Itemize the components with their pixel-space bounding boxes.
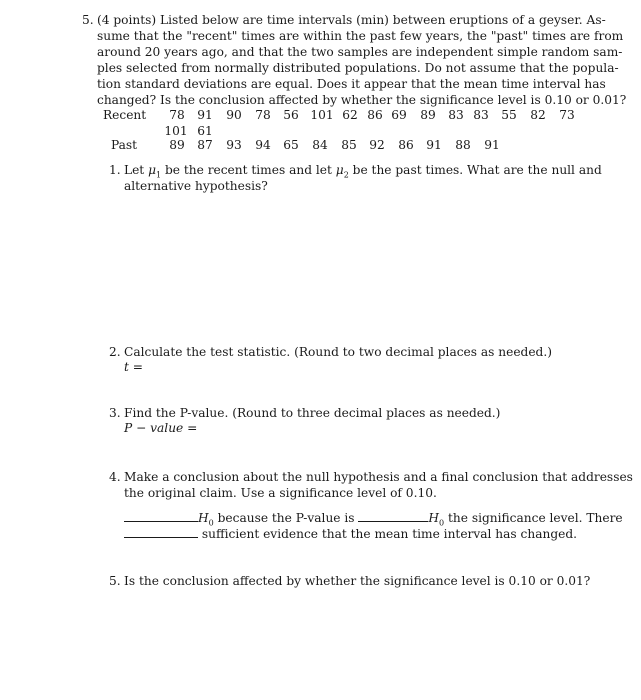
table-cell: 61: [197, 124, 213, 138]
evidence-blank[interactable]: [124, 526, 198, 538]
problem-line-1: (4 points) Listed below are time intervals (min) between eruptions of a geyser. As-: [97, 13, 606, 27]
comparison-blank[interactable]: [358, 510, 428, 522]
table-cell: 94: [255, 138, 271, 152]
table-cell: 91: [426, 138, 442, 152]
table-cell: 78: [169, 108, 185, 122]
question-5-text: Is the conclusion affected by whether the significance level is 0.10 or 0.01?: [124, 574, 591, 588]
past-label: Past: [111, 138, 138, 152]
t-answer-field[interactable]: t =: [124, 360, 143, 374]
table-cell: 62: [342, 108, 358, 122]
table-cell: 101: [310, 108, 334, 122]
question-1-text-line-2: alternative hypothesis?: [124, 179, 268, 193]
table-cell: 92: [369, 138, 385, 152]
question-1-text: Let $\mu_1$ be the recent times and let $\mu_2$ be the past times. What are the null and: [124, 163, 602, 180]
table-cell: 87: [197, 138, 213, 152]
reject-decision-blank[interactable]: [124, 510, 198, 522]
table-cell: 89: [169, 138, 185, 152]
table-cell: 83: [473, 108, 489, 122]
question-number: 5.: [109, 574, 121, 588]
question-number: 1.: [109, 163, 121, 177]
question-number: 4.: [109, 470, 121, 484]
conclusion-line-1: $H_0$ because the P-value is $H_0$ the significance level. There: [124, 510, 623, 527]
p-value-answer-field[interactable]: P − value =: [124, 421, 198, 435]
question-2-text: Calculate the test statistic. (Round to two decimal places as needed.): [124, 345, 552, 359]
question-3-text: Find the P-value. (Round to three decimal places as needed.): [124, 406, 501, 420]
table-cell: 84: [312, 138, 328, 152]
problem-line-4: ples selected from normally distributed populations. Do not assume that the popula-: [97, 61, 619, 75]
problem-line-6: changed? Is the conclusion affected by whether the significance level is 0.10 or 0.01?: [97, 93, 627, 107]
recent-label: Recent: [103, 108, 147, 122]
table-cell: 90: [226, 108, 242, 122]
table-cell: 73: [559, 108, 575, 122]
question-4-text: Make a conclusion about the null hypothesis and a final conclusion that addresses: [124, 470, 633, 484]
table-cell: 65: [283, 138, 299, 152]
question-number: 3.: [109, 406, 121, 420]
table-cell: 55: [501, 108, 517, 122]
problem-line-2: sume that the "recent" times are within the past few years, the "past" times are from: [97, 29, 624, 43]
table-cell: 86: [398, 138, 414, 152]
question-4-text-line-2: the original claim. Use a significance level of 0.10.: [124, 486, 437, 500]
table-cell: 78: [255, 108, 271, 122]
table-cell: 91: [197, 108, 213, 122]
question-number: 2.: [109, 345, 121, 359]
problem-line-3: around 20 years ago, and that the two samples are independent simple random sam-: [97, 45, 623, 59]
table-cell: 56: [283, 108, 299, 122]
table-cell: 85: [341, 138, 357, 152]
table-cell: 69: [391, 108, 407, 122]
table-cell: 83: [448, 108, 464, 122]
table-cell: 101: [164, 124, 188, 138]
table-cell: 88: [455, 138, 471, 152]
table-cell: 91: [484, 138, 500, 152]
problem-line-5: tion standard deviations are equal. Does it appear that the mean time interval has: [97, 77, 606, 91]
conclusion-line-2: sufficient evidence that the mean time interval has changed.: [124, 526, 577, 541]
table-cell: 86: [367, 108, 383, 122]
problem-number: 5.: [82, 13, 94, 27]
table-cell: 89: [420, 108, 436, 122]
table-cell: 93: [226, 138, 242, 152]
table-cell: 82: [530, 108, 546, 122]
